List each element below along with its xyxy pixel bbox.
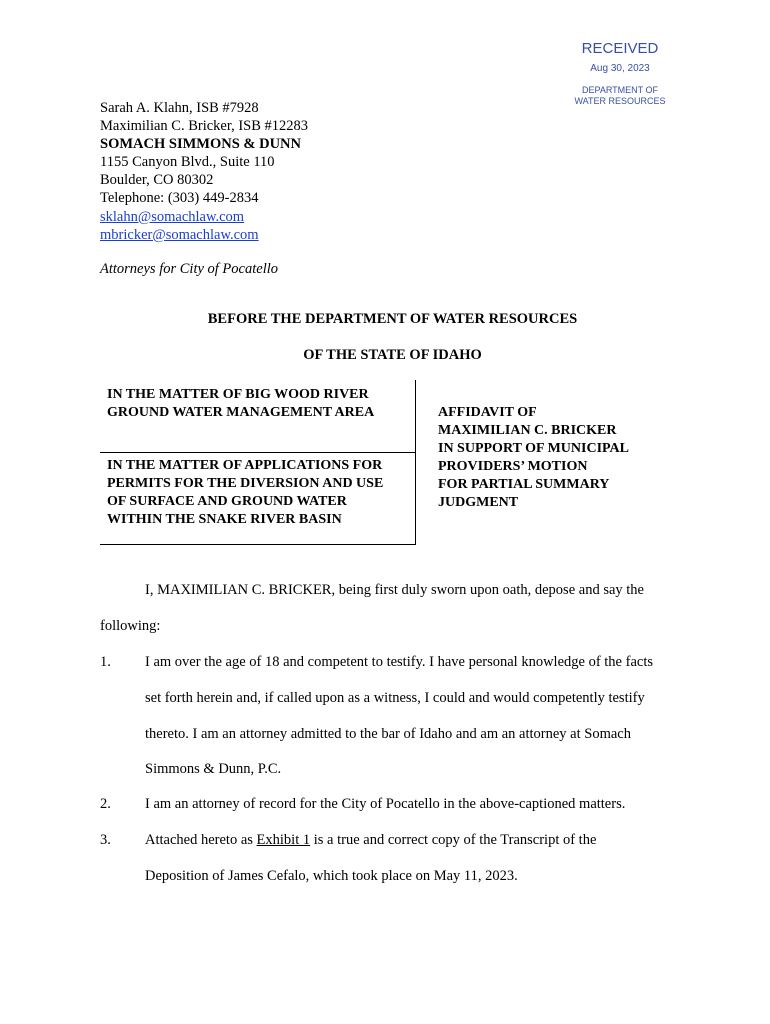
received-date: Aug 30, 2023 bbox=[590, 63, 650, 74]
document-title-line: AFFIDAVIT OF bbox=[438, 405, 537, 420]
caption-matter-2-line: PERMITS FOR THE DIVERSION AND USE bbox=[107, 476, 384, 491]
document-title-line: FOR PARTIAL SUMMARY bbox=[438, 477, 610, 492]
document-title-line: IN SUPPORT OF MUNICIPAL bbox=[438, 441, 629, 456]
caption-matter-2-line: OF SURFACE AND GROUND WATER bbox=[107, 494, 347, 509]
caption-matter-1-line: IN THE MATTER OF BIG WOOD RIVER bbox=[107, 387, 369, 402]
attorney-name-2: Maximilian C. Bricker, ISB #12283 bbox=[100, 118, 309, 135]
paragraph-1-line: set forth herein and, if called upon as a witness, I could and would competently testify bbox=[145, 690, 645, 706]
paragraph-2-number: 2. bbox=[100, 796, 111, 812]
law-firm-name: SOMACH SIMMONS & DUNN bbox=[100, 136, 301, 153]
court-heading-line1: BEFORE THE DEPARTMENT OF WATER RESOURCES bbox=[207, 311, 578, 327]
document-title-line: JUDGMENT bbox=[438, 495, 519, 510]
paragraph-2-line: I am an attorney of record for the City of Pocatello in the above-captioned matters. bbox=[145, 796, 626, 812]
caption-matter-2-line: WITHIN THE SNAKE RIVER BASIN bbox=[107, 512, 342, 527]
document-title-line: MAXIMILIAN C. BRICKER bbox=[438, 423, 617, 438]
court-heading-line2: OF THE STATE OF IDAHO bbox=[303, 347, 482, 363]
case-caption bbox=[100, 380, 416, 545]
exhibit-1-reference: Exhibit 1 bbox=[256, 832, 311, 848]
paragraph-1-line: thereto. I am an attorney admitted to the bar of Idaho and am an attorney at Somach bbox=[145, 726, 631, 742]
document-title bbox=[438, 404, 629, 512]
intro-line-1: I, MAXIMILIAN C. BRICKER, being first duly sworn upon oath, depose and say the bbox=[145, 582, 644, 598]
received-department bbox=[555, 85, 685, 107]
caption-matter-2-line: IN THE MATTER OF APPLICATIONS FOR bbox=[107, 458, 383, 473]
caption-matter-2 bbox=[107, 457, 383, 529]
paragraph-1-line: Simmons & Dunn, P.C. bbox=[145, 761, 282, 777]
attorney-name-1: Sarah A. Klahn, ISB #7928 bbox=[100, 100, 259, 116]
caption-divider bbox=[100, 452, 415, 453]
paragraph-3-number: 3. bbox=[100, 832, 111, 848]
intro-line-2: following: bbox=[100, 618, 161, 634]
caption-bottom-rule bbox=[100, 544, 415, 545]
document-title-line: PROVIDERS’ MOTION bbox=[438, 459, 588, 474]
email-link-klahn[interactable]: sklahn@somachlaw.com bbox=[100, 208, 245, 225]
address-line-2: Boulder, CO 80302 bbox=[100, 172, 214, 189]
telephone: Telephone: (303) 449-2834 bbox=[100, 190, 259, 207]
received-department-line1: DEPARTMENT OF bbox=[581, 85, 658, 95]
received-stamp: RECEIVED bbox=[581, 40, 659, 57]
address-line-1: 1155 Canyon Blvd., Suite 110 bbox=[100, 154, 275, 171]
paragraph-3-line-2: Deposition of James Cefalo, which took place on May 11, 2023. bbox=[145, 868, 518, 884]
paragraph-1-line: I am over the age of 18 and competent to testify. I have personal knowledge of the facts bbox=[145, 654, 653, 670]
attorney-block bbox=[100, 99, 308, 244]
paragraph-3-line-1 bbox=[145, 832, 596, 849]
attorneys-for: Attorneys for City of Pocatello bbox=[100, 261, 279, 277]
paragraph-1-number: 1. bbox=[100, 654, 111, 670]
email-link-bricker[interactable]: mbricker@somachlaw.com bbox=[100, 226, 259, 243]
paragraph-3-suffix: is a true and correct copy of the Transcript of the bbox=[310, 832, 597, 848]
caption-matter-1-line: GROUND WATER MANAGEMENT AREA bbox=[107, 405, 375, 420]
caption-matter-1 bbox=[107, 386, 374, 422]
received-department-line2: WATER RESOURCES bbox=[574, 96, 666, 106]
paragraph-3-prefix: Attached hereto as bbox=[145, 832, 257, 848]
